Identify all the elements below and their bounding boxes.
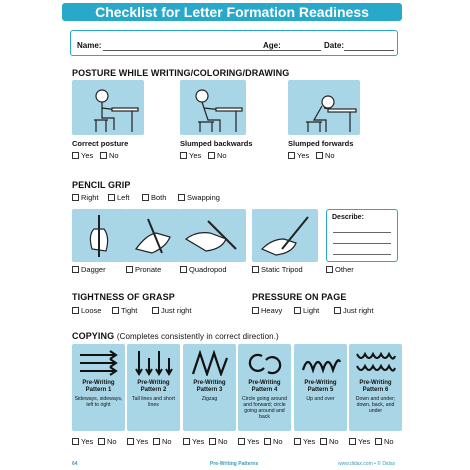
posture-caption: Slumped forwards [288,139,354,148]
tightness-just-right-option[interactable]: Just right [152,306,191,315]
checkbox[interactable] [180,152,187,159]
grip-dagger-option[interactable]: Dagger [72,265,106,274]
checkbox[interactable] [178,194,185,201]
hand-left-option[interactable]: Left [108,193,130,202]
pattern-card [238,344,291,431]
checkbox[interactable] [316,152,323,159]
circles-icon [244,350,285,376]
copying-subheading: (Completes consistently in correct direction.) [116,332,279,341]
pattern-yes-option[interactable]: Yes [349,437,370,446]
checkbox[interactable] [209,438,216,445]
arches-icon [300,350,341,376]
pattern-card [72,344,125,431]
pattern-description: Up and over [306,396,335,402]
checkbox[interactable] [326,266,333,273]
age-label: Age: [263,41,281,50]
footer-publisher: www.didax.com • © Didax [338,461,396,467]
grip-other-option[interactable]: Other [326,265,354,274]
pattern-no-option[interactable]: No [320,437,339,446]
checkbox[interactable] [72,438,79,445]
checkbox[interactable] [100,152,107,159]
posture-correct-no[interactable]: No [100,151,119,160]
checkbox[interactable] [72,152,79,159]
hand-swapping-option[interactable]: Swapping [178,193,220,202]
pencil-grip-heading: PENCIL GRIP [72,180,131,190]
page-title: Checklist for Letter Formation Readiness [62,3,402,21]
checkbox[interactable] [72,307,79,314]
pattern-description: Sideways, sideways, left to right [74,396,123,408]
checkbox[interactable] [142,194,149,201]
checkbox[interactable] [153,438,160,445]
pattern-no-option[interactable]: No [209,437,228,446]
slumped-backwards-illustration [180,80,246,135]
pressure-heavy-option[interactable]: Heavy [252,306,282,315]
static-tripod-grip-illustration [252,209,318,262]
arrows-right-icon [78,350,119,376]
date-field[interactable] [344,50,394,51]
posture-forwards-no[interactable]: No [316,151,335,160]
checkbox[interactable] [375,438,382,445]
pattern-card [183,344,236,431]
pattern-name: Pre-Writing Pattern 2 [137,380,170,393]
posture-backwards-no[interactable]: No [208,151,227,160]
pressure-just-right-option[interactable]: Just right [334,306,373,315]
checkbox[interactable] [72,194,79,201]
name-label: Name: [77,41,102,50]
pattern-yes-option[interactable]: Yes [72,437,93,446]
posture-forwards-yes[interactable]: Yes [288,151,309,160]
pattern-description: Down and under; down, back, and under [355,396,396,414]
describe-label: Describe: [332,214,364,221]
pattern-name: Pre-Writing Pattern 3 [193,380,226,393]
pattern-description: Circle going around and forward; circle going around and back [242,396,287,420]
pattern-yes-option[interactable]: Yes [238,437,259,446]
checkbox[interactable] [126,266,133,273]
posture-backwards-yes[interactable]: Yes [180,151,201,160]
tightness-loose-option[interactable]: Loose [72,306,101,315]
checkbox[interactable] [238,438,245,445]
checkbox[interactable] [334,307,341,314]
arrows-down-icon [133,350,174,376]
quadropod-grip-illustration [180,209,246,262]
pattern-card [127,344,180,431]
pattern-card [294,344,347,431]
pattern-yes-option[interactable]: Yes [127,437,148,446]
checkbox[interactable] [127,438,134,445]
age-field[interactable] [281,50,321,51]
pattern-yes-option[interactable]: Yes [294,437,315,446]
checkbox[interactable] [288,152,295,159]
pattern-no-option[interactable]: No [375,437,394,446]
checkbox[interactable] [112,307,119,314]
slumped-forwards-illustration [288,80,360,135]
pattern-name: Pre-Writing Pattern 5 [304,380,337,393]
describe-box[interactable] [326,209,398,262]
tightness-tight-option[interactable]: Tight [112,306,137,315]
checkbox[interactable] [72,266,79,273]
pattern-yes-option[interactable]: Yes [183,437,204,446]
pattern-name: Pre-Writing Pattern 1 [82,380,115,393]
name-age-date-box [70,30,398,56]
pattern-card [349,344,402,431]
pattern-description: Zigzag [201,396,218,402]
pattern-name: Pre-Writing Pattern 6 [359,380,392,393]
grip-pronate-option[interactable]: Pronate [126,265,161,274]
copying-heading: COPYING (Completes consistently in correct direction.) [72,331,279,341]
pressure-heading: PRESSURE ON PAGE [252,292,347,302]
checkbox[interactable] [152,307,159,314]
correct-posture-illustration [72,80,144,135]
hand-both-option[interactable]: Both [142,193,166,202]
pressure-light-option[interactable]: Light [294,306,319,315]
checkbox[interactable] [208,152,215,159]
posture-caption: Correct posture [72,139,129,148]
checkbox[interactable] [98,438,105,445]
pattern-no-option[interactable]: No [264,437,283,446]
footer-title: Pre-Writing Patterns [210,461,259,467]
checkbox[interactable] [252,307,259,314]
checkbox[interactable] [252,266,259,273]
tightness-heading: TIGHTNESS OF GRASP [72,292,175,302]
dagger-grip-illustration [72,209,127,262]
checkbox[interactable] [320,438,327,445]
pattern-description: Tall lines and short lines [132,396,175,408]
checkbox[interactable] [180,266,187,273]
page-number: 64 [72,461,78,467]
checkbox[interactable] [183,438,190,445]
date-label: Date: [324,41,345,50]
checkbox[interactable] [349,438,356,445]
pronate-grip-illustration [126,209,181,262]
hand-right-option[interactable]: Right [72,193,99,202]
grip-static-tripod-option[interactable]: Static Tripod [252,265,303,274]
posture-heading: POSTURE WHILE WRITING/COLORING/DRAWING [72,68,290,78]
grip-quadropod-option[interactable]: Quadropod [180,265,227,274]
checkbox[interactable] [294,307,301,314]
zigzag-icon [189,350,230,376]
posture-correct-yes[interactable]: Yes [72,151,93,160]
checkbox[interactable] [264,438,271,445]
pattern-name: Pre-Writing Pattern 4 [248,380,281,393]
checkbox[interactable] [294,438,301,445]
posture-caption: Slumped backwards [180,139,253,148]
pattern-no-option[interactable]: No [153,437,172,446]
checkbox[interactable] [108,194,115,201]
waves-icon [355,350,396,376]
pattern-no-option[interactable]: No [98,437,117,446]
